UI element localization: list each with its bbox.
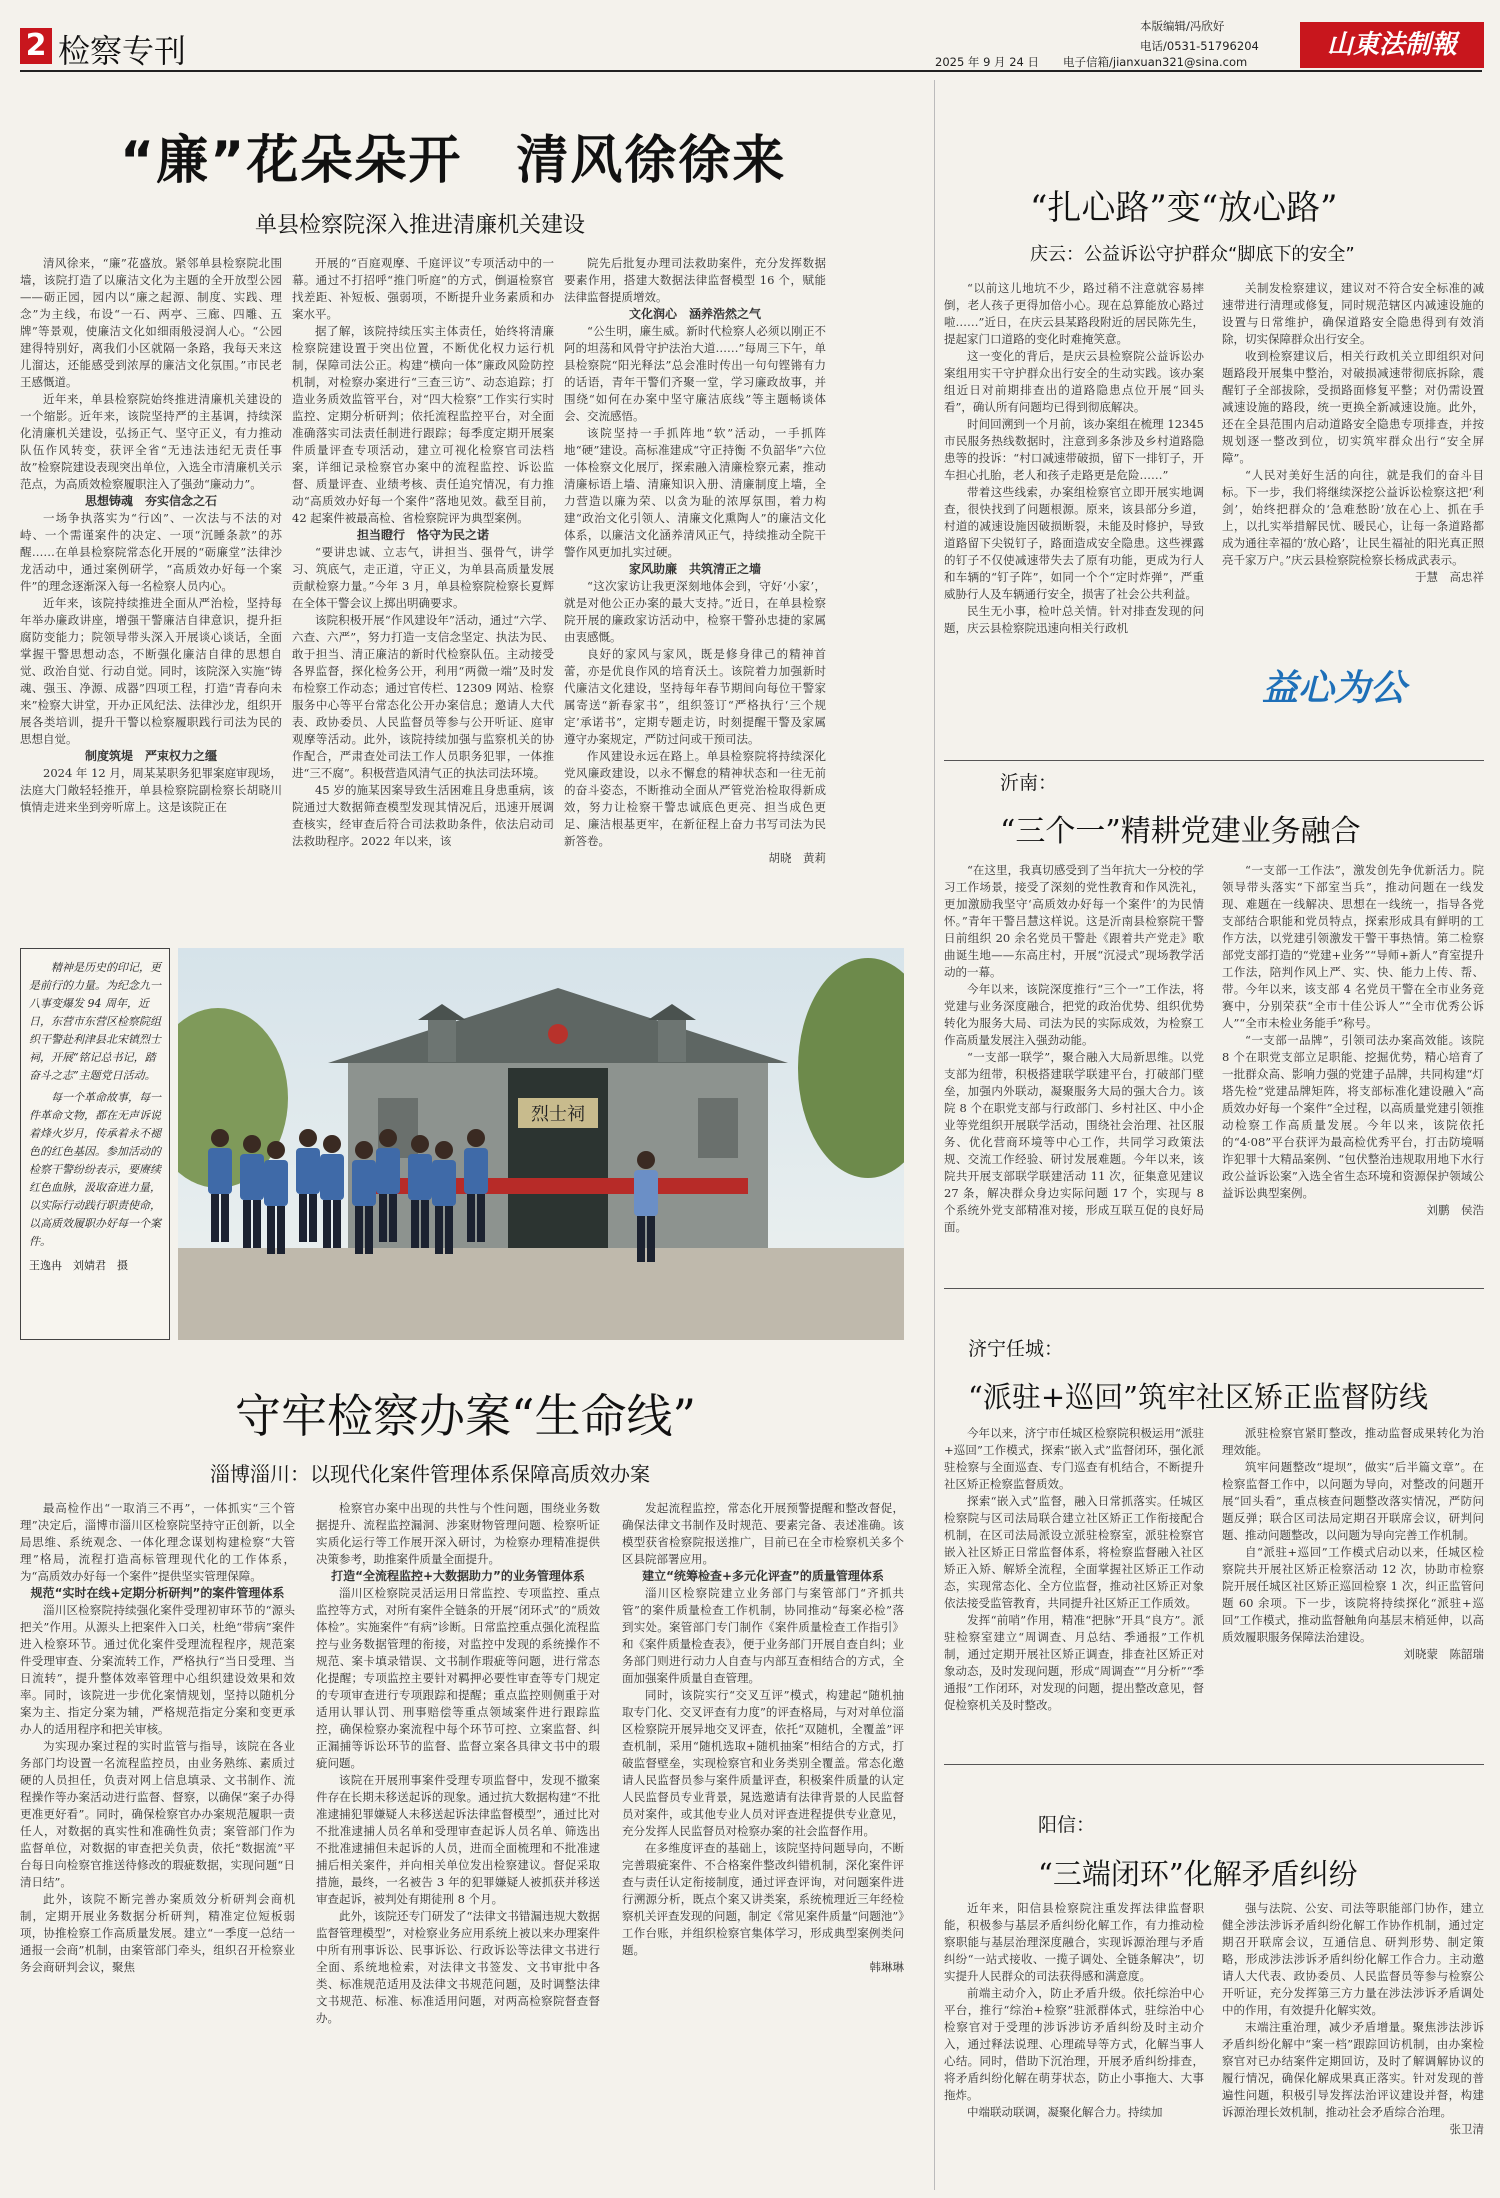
phone-info: 电话/0531-51796204: [1140, 39, 1259, 53]
story2-title: 守牢检察办案“生命线”: [235, 1389, 697, 1443]
storyB-col2: [1222, 862, 1484, 1282]
paragraph: 清风徐来，“廉”花盛放。紧邻单县检察院北围墙，该院打造了以廉洁文化为主题的全开放型公园——砺正园，园内以“廉之起源、制度、实践、理念”为主线，布设“一石、两亭、三廊、四雕、五牌”等景观，使廉洁文化如细雨般浸润人心。“公园建得特别好，离我们小区就隔一条路，我每天来这儿溜达，还能感受到浓厚的廉洁文化氛围。”市民老王感慨道。: [20, 256, 282, 389]
story1-title: “廉”花朵朵开 清风徐徐来: [120, 131, 787, 191]
paragraph: 末端注重治理，减少矛盾增量。聚焦涉法涉诉矛盾纠纷化解中“案一档”跟踪回访机制，由办案检察官对已办结案件定期回访，及时了解调解协议的履行情况，确保化解成果真正落实。针对发现的普遍性问题，积极引导发挥法治评议建设并督，构建诉源治理长效机制，推动社会矛盾综合治理。: [1222, 2020, 1484, 2119]
paragraph: 淄川区检察院灵活运用日常监控、专项监控、重点监控等方式，对所有案件全链条的开展“闭环式”的“质效体检”。实施案件“有病”诊断。日常监控重点强化流程监控与业务数据管理的衔接，对监控中发现的系统操作不规范、案卡填录错误、文书制作瑕疵等问题，进行常态化提醒；专项监控主要针对羁押必要性审查等专门规定的专项审查进行专项跟踪和提醒；重点监控则侧重于对适用认罪认罚、刑事赔偿等重点领域案件进行跟踪监控，确保检察办案流程中每个环节可控、立案监督、纠正漏捕等诉讼环节的监督、监督立案各具律文书中的瑕疵问题。: [316, 1586, 600, 1770]
paragraph: 良好的家风与家风，既是修身律己的精神首蕾，亦是优良作风的培育沃土。该院着力加强新时代廉洁文化建设，坚持每年春节期间向每位干警家属寄送“新春家书”，组织签订“严格执行‘三个规定’承诺书”，定期专题走访，时刻提醒干警及家属遵守办案规定，严防过问或干预司法。: [564, 647, 826, 746]
storyD-location: 阳信：: [1038, 1814, 1096, 1836]
paragraph: “公生明，廉生威。新时代检察人必须以刚正不阿的坦荡和风骨守护法治大道……”每周三下午，单县检察院“阳光释法”总会准时传出一句句铿锵有力的话语，青年干警们齐聚一堂，学习廉政故事，并围绕“如何在办案中坚守廉洁底线”等主题畅谈体会、交流感悟。: [564, 324, 826, 423]
paragraph: 探索“嵌入式”监督，融入日常抓落实。任城区检察院与区司法局联合建立社区矫正工作衔接配合机制，在区司法局派设立派驻检察室，派驻检察官嵌入社区矫正日常监督体系，将检察监督融入社区矫正入矫、解矫全流程，全面掌握社区矫正工作动态，实现常态化、全方位监督，推动社区矫正对象依法接受监管教育，共同提升社区矫正工作质效。: [944, 1494, 1204, 1610]
section-heading: 文化润心 涵养浩然之气: [628, 307, 761, 321]
story2-col3: [622, 1500, 904, 2190]
divider-c: [944, 1764, 1484, 1765]
paragraph: 作风建设永远在路上。单县检察院将持续深化党风廉政建设，以永不懈怠的精神状态和一往无前的奋斗姿态，不断推动全面从严管党治检取得新成效，努力让检察干警忠诚底色更亮、担当成色更足、廉洁根基更牢，在新征程上奋力书写司法为民新答卷。: [564, 749, 826, 848]
paragraph: 中端联动联调，凝聚化解合力。持续加: [967, 2105, 1163, 2119]
paragraph: 该院坚持一手抓阵地“软”活动，一手抓阵地“硬”建设。高标准建成“守正持衡 不负韶华”六位一体检察文化展厅，探索融入清廉检察元素，推动清廉标语上墙、清廉知识入册、清廉制度上墙，全力营造以廉为荣、以贪为耻的浓厚氛围，着力构建“政治文化引领人、清廉文化熏陶人”的廉洁文化体系，以廉洁文化涵养清风正气，持续推动全院干警作风更加扎实过硬。: [564, 426, 826, 559]
paragraph: 此外，该院还专门研发了“法律文书错漏违规大数据监督管理模型”，对检察业务应用系统上被以来办理案件中所有刑事诉讼、民事诉讼、行政诉讼等法律文书进行全面、系统地检索，对法律文书签发、文书审批中各类、标准规范适用及法律文书规范问题，及时调整法律文书规范、标准、标准适用问题，对两高检察院督查督办。: [316, 1909, 600, 2025]
paragraph: 这一变化的背后，是庆云县检察院公益诉讼办案组用实干守护群众出行安全的生动实践。该办案组近日对前期排查出的道路隐患点位开展“回头看”，确认所有问题均已得到彻底解决。: [944, 349, 1204, 414]
paragraph: 此外，该院不断完善办案质效分析研判会商机制，定期开展业务数据分析研判，精准定位短板弱项，协推检察工作高质量发展。建立“一季度一总结一通报一会商”机制，由案管部门牵头，组织召开检察业务会商研判会议，聚焦: [20, 1892, 295, 1974]
storyD-col2: [1222, 1900, 1484, 2190]
storyC-title: “派驻+巡回”筑牢社区矫正监督防线: [968, 1380, 1428, 1414]
storyA-subtitle: 庆云：公益诉讼守护群众“脚底下的安全”: [1030, 244, 1355, 265]
byline: 刘晓蒙 陈韶瑞: [1403, 1647, 1484, 1661]
paragraph: “一支部一联学”，聚合融入大局新思维。以党支部为纽带，积极搭建联学联建平台，打破部门壁垒，加强内外联动，凝聚服务大局的强大合力。该院 8 个在职党支部与行政部门、乡村社区、中小企业等党组织开展联学活动，围绕社会治理、社区服务、优化营商环境等中心工作，共同学习政策法规、交流工作经验、研讨发展难题。今年以来，该院共开展支部联学联建活动 11 次，征集意见建议 27 条，解决群众身边实际问题 17 个，实现与 8 个系统外党支部精准对接，形成互联互促的良好局面。: [944, 1050, 1204, 1234]
paragraph: 派驻检察官紧盯整改，推动监督成果转化为治理效能。: [1222, 1426, 1484, 1457]
paragraph: 开展的“百庭观摩、千庭评议”专项活动中的一幕。通过不打招呼“推门听庭”的方式，倒逼检察官找差距、补短板、强弱项，不断提升业务素质和办案水平。: [292, 256, 554, 321]
paragraph: 最高检作出“一取消三不再”，一体抓实“三个管理”决定后，淄博市淄川区检察院坚持守正创新，以全局思维、系统观念、一体化理念谋划构建检察“大管理”格局，流程打造高标管理现代化的工作体系，为“高质效办好每一个案件”提供坚实管理保障。: [20, 1501, 295, 1583]
section-heading: 家风助廉 共筑清正之墙: [628, 562, 761, 576]
section-heading: 建立“统筹检查+多元化评查”的质量管理体系: [642, 1569, 884, 1583]
paragraph: 发挥“前哨”作用，精准“把脉”开具“良方”。派驻检察室建立“周调查、月总结、季通报”工作机制，通过定期开展社区矫正调查，排查社区矫正对象动态，及时发现问题，形成“周调查”“月分析”“季通报”工作闭环，对发现的问题，提出整改意见，督促检察机关及时整改。: [944, 1613, 1204, 1712]
paragraph: 前端主动介入，防止矛盾升级。依托综治中心平台，推行“综治+检察”驻派群体式，驻综治中心检察官对于受理的涉诉涉访矛盾纠纷及时主动介入，通过释法说理、心理疏导等方式，化解当事人心结。同时，借助下沉治理，开展矛盾纠纷排查，将矛盾纠纷化解在萌芽状态，防止小事拖大、大事拖炸。: [944, 1986, 1204, 2102]
paragraph: 近年来，该院持续推进全面从严治检，坚持每年举办廉政讲座，增强干警廉洁自律意识，提升拒腐防变能力；院领导带头深入开展谈心谈话，全面掌握干警思想动态，不断强化廉洁自律的思想自觉、政治自觉、行动自觉。同时，该院深入实施“铸魂、强玉、净源、成器”四项工程，打造“青春向未来”检察大讲堂，开办正风纪法、法律沙龙，组织开展各类培训，提升干警以检察履职践行司法为民的思想自觉。: [20, 596, 282, 746]
story1-subtitle: 单县检察院深入推进清廉机关建设: [255, 213, 586, 238]
paragraph: 民生无小事，检叶总关情。针对排查发现的问题，庆云县检察院迅速向相关行政机: [944, 604, 1204, 635]
byline: 胡晓 黄莉: [768, 851, 826, 865]
story2-col1: [20, 1500, 295, 2190]
storyC-location: 济宁任城：: [968, 1338, 1064, 1360]
storyB-location: 沂南：: [1000, 772, 1058, 794]
email-info: 电子信箱/jianxuan321@sina.com: [1063, 55, 1248, 69]
paragraph: 在多维度评查的基础上，该院坚持问题导向，不断完善瑕疵案件、不合格案件整改纠错机制，深化案件评查与责任认定衔接制度，通过评查评询，对问题案件进行溯源分析，既点个案又讲类案，系统梳理近三年经检察机关评查发现的问题，制定《常见案件质量“问题池”》工作台账，并组织检察官集体学习，形成典型案例类问题。: [622, 1841, 904, 1957]
byline: 于慧 高忠祥: [1415, 570, 1484, 584]
story2-subtitle: 淄博淄川：以现代化案件管理体系保障高质效办案: [210, 1462, 650, 1486]
paragraph: 带着这些线索，办案组检察官立即开展实地调查，很快找到了问题根源。原来，该县部分乡道，村道的减速设施因破损断裂，未能及时修护，导致道路留下尖锐钉子，路面造成安全隐患。这些裸露的钉子不仅使减速带失去了原有功能，更成为行人和车辆的“钉子阵”，如同一个个“定时炸弹”，严重威胁行人及车辆通行安全，损害了社会公共利益。: [944, 485, 1204, 601]
main-column-divider: [934, 80, 935, 2190]
paragraph: “以前这儿地坑不少，路过稍不注意就容易摔倒，老人孩子更得加倍小心。现在总算能放心路过啦……”近日，在庆云县某路段附近的居民陈先生，提起家门口道路的变化时难掩笑意。: [944, 281, 1204, 346]
section-heading: 制度筑堤 严束权力之缰: [84, 749, 217, 763]
section-heading: 思想铸魂 夯实信念之石: [84, 494, 217, 508]
paragraph: 淄川区检察院建立业务部门与案管部门“齐抓共管”的案件质量检查工作机制，协同推动“每案必检”落到实处。案管部门专门制作《案件质量检查工作指引》和《案件质量检查表》，便于业务部门开展自查自纠；业务部门则进行动力人自查与内部互查相结合的方式，全面加强案件质量自查管理。: [622, 1586, 904, 1685]
paragraph: 同时，该院实行“交叉互评”模式，构建起“随机抽取专门化、交叉评查有力度”的评查格局，与对对单位淄区检察院开展异地交叉评查，依托“双随机，全覆盖”评查机制，采用“随机选取+随机抽案”相结合的方式，打破监督壁垒，实现检察官和业务类别全覆盖。常态化邀请人民监督员参与案件质量评查，积极案件质量的认定人民监督员专业背景，晁选邀请有法律背景的人民监督员对案件，或其他专业人员对评查进程提供专业意见，充分发挥人民监督员对检察办案的社会监督作用。: [622, 1688, 904, 1838]
divider-a: [944, 760, 1484, 761]
byline: 张卫清: [1449, 2122, 1484, 2136]
paragraph: 今年以来，济宁市任城区检察院积极运用“派驻+巡回”工作模式，探索“嵌入式”监督闭环，强化派驻检察与全面巡查、专门巡查有机结合，不断提升社区矫正检察监督质效。: [944, 1426, 1204, 1491]
paragraph: 该院在开展刑事案件受理专项监督中，发现不撤案件存在长期未移送起诉的现象。通过抗大数据构建“不批准逮捕犯罪嫌疑人未移送起诉法律监督模型”，通过比对不批准逮捕人员名单和受理审查起诉人员名单、筛选出不批准逮捕但未起诉的人员，进而全面梳理和不批准逮捕后相关案件，并向相关单位发出检察建议。督促采取措施，最终，一名被告 3 年的犯罪嫌疑人被抓获并移送审查起诉，被判处有期徒刑 8 个月。: [316, 1773, 600, 1906]
story1-col2: [292, 255, 554, 947]
paragraph: 近年来，阳信县检察院注重发挥法律监督职能，积极参与基层矛盾纠纷化解工作，有力推动检察职能与基层治理深度融合，实现诉源治理与矛盾纠纷“一站式接收、一揽子调处、全链条解决”，切实提升人民群众的司法获得感和满意度。: [944, 1901, 1204, 1983]
paragraph: “这次家访让我更深刻地体会到，守好‘小家’，就是对他公正办案的最大支持。”近日，在单县检察院开展的廉政家访活动中，检察干警孙忠捷的家属由衷感慨。: [564, 579, 826, 644]
paragraph: 淄川区检察院持续强化案件受理初审环节的“源头把关”作用。从源头上把案件入口关，杜绝“带病”案件进入检察环节。通过优化案件受理流程程序，规范案件受理审查、分案流转工作，严格执行“当日受理、当日流转”，提升整体效率管理中心组织建设效果和效率。同时，该院进一步优化案情规划，坚持以随机分案为主、指定分案为辅，严格规范指定分案和变更承办人的适用程序和把关审核。: [20, 1603, 295, 1736]
header-rule: [20, 70, 1482, 72]
paragraph: 今年以来，该院深度推行“三个一”工作法，将党建与业务深度融合，把党的政治优势、组织优势转化为服务大局、司法为民的实际成效，为检察工作高质量发展注入强劲动能。: [944, 982, 1204, 1047]
masthead-logo: 山東法制報: [1300, 22, 1484, 68]
section-title: 检察专刊: [58, 32, 187, 70]
paragraph: “要讲忠诚、立志气，讲担当、强骨气，讲学习、筑底气，走正道，守正义，为单县高质量发展贡献检察力量。”今年 3 月，单县检察院检察长夏辉在全体干警会议上掷出明确要求。: [292, 545, 554, 610]
storyB-title: “三个一”精耕党建业务融合: [1000, 814, 1361, 849]
paragraph: “人民对美好生活的向往，就是我们的奋斗目标。下一步，我们将继续深挖公益诉讼检察这把‘利剑’，始终把群众的‘急难愁盼’放在心上、抓在手上，以扎实举措解民忧、暖民心，让每一条道路都成为通往幸福的‘放心路’，让民生福祉的阳光真正照亮千家万户。”庆云县检察院检察长杨成武表示。: [1222, 468, 1484, 567]
public-interest-stamp: 益心为公: [1262, 668, 1407, 709]
paragraph: 院先后批复办理司法救助案件，充分发挥数据要素作用，搭建大数据法律监督模型 16 个，赋能法律监督提质增效。: [564, 256, 826, 304]
paragraph: 筑牢问题整改“堤坝”，做实“后半篇文章”。在检察监督工作中，以问题为导向，对整改的问题开展“回头看”，重点核查问题整改落实情况，严防问题反弹；联合区司法局定期召开联席会议，研判问题、推动问题整改，以问题为导向完善工作机制。: [1222, 1460, 1484, 1542]
paragraph: 关制发检察建议，建议对不符合安全标准的减速带进行清理或修复，同时规范辖区内减速设施的设置与日常维护，确保道路安全隐患得到有效消除，切实保障群众出行安全。: [1222, 281, 1484, 346]
paragraph: “在这里，我真切感受到了当年抗大一分校的学习工作场景，接受了深刻的党性教育和作风洗礼，更加激励我坚守‘高质效办好每一个案件’的为民情怀。”青年干警吕慧这样说。这是沂南县检察院干警日前组织 20 余名党员干警赴《跟着共产党走》歌曲诞生地——东高庄村，开展“沉浸式”现场教学活动的一幕。: [944, 863, 1204, 979]
photo-caption-1: 精神是历史的印记，更是前行的力量。为纪念九一八事变爆发 94 周年，近日，东营市东营区检察院组织干警赴利津县北宋镇烈士祠，开展“铭记总书记，踏奋斗之志”主题党日活动。: [29, 961, 161, 1082]
paragraph: 为实现办案过程的实时监管与指导，该院在各业务部门均设置一名流程监控员，由业务熟练、素质过硬的人员担任，负责对网上信息填录、文书制作、流程操作等办案活动进行监督、督察，以确保“案子办得更准更好看”。同时，确保检察官办办案规范履职一责任人，对数据的真实性和准确性负责；案管部门作为监督单位，对数据的审查把关负责，依托“数据流”平台每日向检察官推送待修改的瑕疵数据，实现问题“日清日结”。: [20, 1739, 295, 1889]
paragraph: 45 岁的施某因案导致生活困难且身患重病，该院通过大数据筛查模型发现其情况后，迅速开展调查核实，经审查后符合司法救助条件，依法启动司法救助程序。2022 年以来，该: [292, 783, 554, 848]
paragraph: 检察官办案中出现的共性与个性问题，围绕业务数据提升、流程监控漏洞、涉案财物管理问题、检察听证实质化运行等工作展开深入研讨，为检察办理精准提供决策参考，助推案件质量全面提升。: [316, 1501, 600, 1566]
shrine-sign: 烈士祠: [531, 1104, 585, 1125]
paragraph: “一支部一工作法”，激发创先争优新活力。院领导带头落实“下部室当兵”，推动问题在一线发现、难题在一线解决、思想在一线统一，指导各党支部结合职能和党员特点，探索形成具有鲜明的工作方法，以党建引领激发干警干事热情。第二检察部党支部打造的“党建+业务”“导师+新人”育室提升工作法，陪判作风上严、实、快、能力上传、帮、带。今年以来，该支部 4 名党员干警在全市业务竞赛中，分别荣获“全市十佳公诉人”“全市优秀公诉人”“全市未检业务能手”称号。: [1222, 863, 1484, 1030]
paragraph: “一支部一品牌”，引领司法办案高效能。该院 8 个在职党支部立足职能、挖掘优势，精心培育了一批群众高、影响力强的党建子品牌，共同构建“灯塔先检”党建品牌矩阵，将支部标准化建设融入“高质效办好每一个案件”全过程，以高质量党建引领推动检察工作高质量发展。今年以来，该院依托的“4·08”平台获评为最高检优秀平台，打击防境嗝诈犯罪十大精品案例、“包伏整治违规取用地下水行政公益诉讼案”入选全省生态环境和资源保护领域公益诉讼典型案例。: [1222, 1033, 1484, 1200]
photo-caption-box: [20, 948, 170, 1340]
storyA-col1: [944, 280, 1204, 720]
group-photo: [178, 948, 904, 1340]
byline: 刘鹏 侯浩: [1426, 1203, 1484, 1217]
paragraph: 据了解，该院持续压实主体责任，始终将清廉检察院建设置于突出位置，不断优化权力运行机制，保障司法公正。构建“横向一体”廉政风险防控机制，对检察办案进行“三查三访”、动态追踪；打造业务质效监管平台，对“四大检察”工作实行实时监控、定期分析研判；依托流程监控平台，对全面准确落实司法责任制进行跟踪；每季度定期开展案件质量评查专项活动，建立可视化检察官司法档案，详细记录检察官办案中的流程监控、诉讼监督、质量评查、业绩考核、责任追究情况，有力推动“高质效办好每一个案件”落地见效。截至目前，42 起案件被最高检、省检察院评为典型案例。: [292, 324, 554, 525]
photo-credit: 王逸冉 刘婧君 摄: [29, 1259, 128, 1272]
paragraph: 收到检察建议后，相关行政机关立即组织对问题路段开展集中整治，对破损减速带彻底拆除，震醒钉子全部拔除，受损路面修复平整；对仍需设置减速设施的路段，统一更换全新减速设施。此外，还在全县范围内启动道路安全隐患专项排查，并按规划逐一整改到位，切实筑牢群众出行“安全屏障”。: [1222, 349, 1484, 465]
page-number-badge: 2: [20, 28, 52, 64]
storyB-col1: [944, 862, 1204, 1282]
paragraph: 自“派驻+巡回”工作模式启动以来，任城区检察院共开展社区矫正检察活动 12 次，协助市检察院开展任城区社区矫正巡回检察 1 次，纠正监管问题 60 余项。下一步，该院将持续探化“派驻+巡回”工作模式，推动监督触角向基层末梢延伸，以高质效履职服务保障法治建设。: [1222, 1545, 1484, 1644]
divider-b: [944, 1288, 1484, 1289]
section-heading: 打造“全流程监控+大数据助力”的业务管理体系: [331, 1569, 585, 1583]
paragraph: 该院积极开展“作风建设年”活动，通过“六学、六查、六严”，努力打造一支信念坚定、执法为民、敢于担当、清正廉洁的新时代检察队伍。主动接受各界监督，探化检务公开，利用“两微一端”及时发布检察工作动态；通过官传栏、12309 网站、检察服务中心等平台常态化公开办案信息；邀请人大代表、政协委员、人民监督员等参与公开听证、庭审观摩等活动。此外，该院持续加强与监察机关的协作配合，严肃查处司法工作人员职务犯罪，一体推进“三不腐”。积极营造风清气正的执法司法环境。: [292, 613, 554, 780]
paragraph: 强与法院、公安、司法等职能部门协作，建立健全涉法涉诉矛盾纠纷化解工作协作机制，通过定期召开联席会议，互通信息、研判形势、制定策略，形成涉法涉诉矛盾纠纷化解工作合力。主动邀请人大代表、政协委员、人民监督员等参与检察公开听证，充分发挥第三方力量在涉法涉诉矛盾调处中的作用，有效提升化解实效。: [1222, 1901, 1484, 2017]
byline: 韩琳琳: [869, 1960, 904, 1974]
section-heading: 规范“实时在线+定期分析研判”的案件管理体系: [30, 1586, 285, 1600]
paragraph: 发起流程监控，常态化开展预警提醒和整改督促，确保法律文书制作及时规范、要素完备、表述准确。该模型获省检察院报送推广，目前已在全市检察机关多个区县院部署应用。: [622, 1501, 904, 1566]
storyA-col2: [1222, 280, 1484, 620]
storyD-col1: [944, 1900, 1204, 2190]
paragraph: 2024 年 12 月，周某某职务犯罪案庭审现场，法庭大门敞轻轻推开，单县检察院副检察长胡晓川慎情走进来坐到旁听席上。这是该院正在: [20, 766, 282, 814]
paragraph: 一场争执落实为“行凶”、一次法与不法的对峙、一个需谨案件的决定、一项“沉睡条款”的苏醒……在单县检察院常态化开展的“砺廉堂”法律沙龙活动中，通过案例研学，“高质效办好每一个案件”的理念逐渐深入每一名检察人员内心。: [20, 511, 282, 593]
issue-date: 2025 年 9 月 24 日: [935, 55, 1039, 69]
story1-col1: [20, 255, 282, 947]
story1-col3: [564, 255, 826, 947]
storyC-col1: [944, 1425, 1204, 1745]
paragraph: 时间回溯到一个月前，该办案组在梳理 12345 市民服务热线数据时，注意到多条涉及乡村道路隐患等的投诉：“村口减速带破损，留下一排钉子，开车担心扎胎，老人和孩子走路更是危险……”: [944, 417, 1204, 482]
photo-caption-2: 每一个革命故事，每一件革命文物，都在无声诉说着烽火岁月，传承着永不褪色的红色基因。参加活动的检察干警纷纷表示，要赓续红色血脉，汲取奋进力量，以实际行动践行职责使命，以高质效履职办好每一个案件。: [29, 1091, 161, 1248]
editor-info: 本版编辑/冯欣好: [1140, 19, 1225, 33]
section-heading: 担当瞪行 恪守为民之诺: [356, 528, 489, 542]
storyD-title: “三端闭环”化解矛盾纠纷: [1038, 1857, 1358, 1891]
storyA-title: “扎心路”变“放心路”: [1030, 188, 1338, 228]
paragraph: 近年来，单县检察院始终推进清廉机关建设的一个缩影。近年来，该院坚持严的主基调，持续深化清廉机关建设，弘扬正气、坚守正义，有力推动队伍作风转变，获评全省“无违法违纪无责任事故”检察院建设表现突出单位，入选全市清廉机关示范点，为高质效检察履职注入了强劲“廉动力”。: [20, 392, 282, 491]
story2-col2: [316, 1500, 600, 2190]
storyC-col2: [1222, 1425, 1484, 1745]
